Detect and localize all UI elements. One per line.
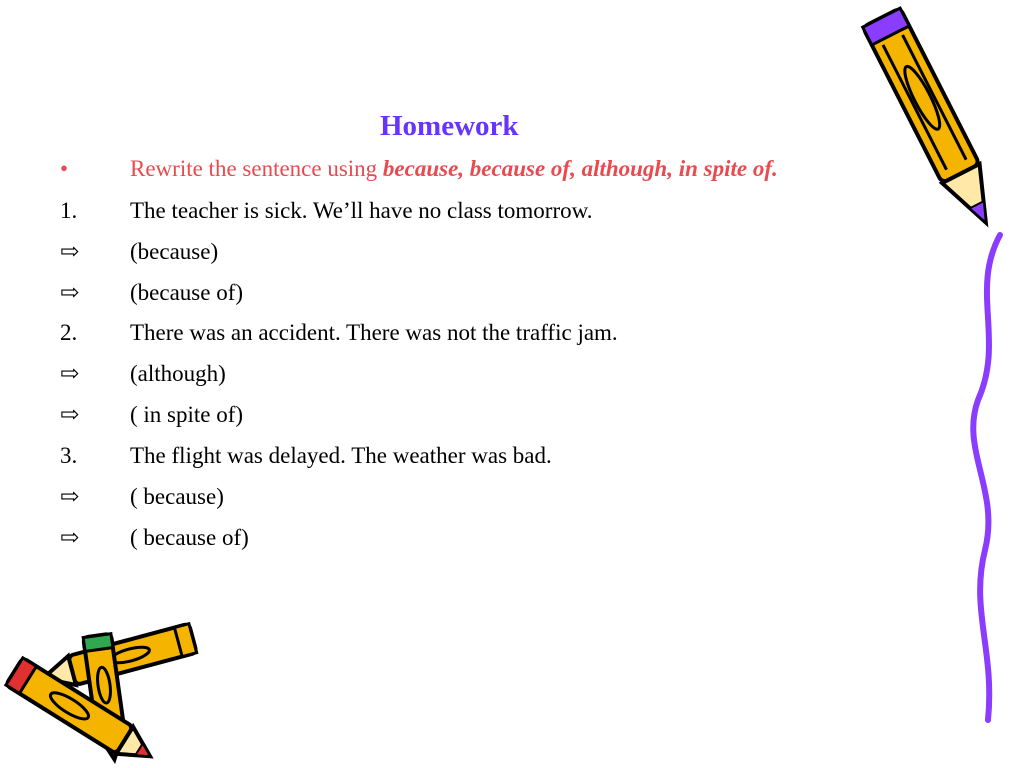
squiggle-line [960,230,1010,730]
arrow-icon: ⇨ [60,402,80,427]
item-text: ( in spite of) [130,402,244,427]
item-text: The flight was delayed. The weather was bad. [130,443,552,468]
pencil-icon [860,0,1010,250]
bullet-marker: • [60,156,69,181]
item-text: (because of) [130,280,244,305]
item-marker: 3. [60,443,78,468]
slide-title: Homework [380,110,519,142]
item-text: ( because) [130,484,224,509]
arrow-icon: ⇨ [60,280,80,305]
instruction-prefix: Rewrite the sentence using [130,156,383,181]
arrow-icon: ⇨ [60,239,80,264]
item-marker: 2. [60,320,78,345]
crossed-pencils-icon [0,615,210,765]
instruction-text [130,156,778,182]
item-text: (because) [130,239,219,264]
item-marker: 1. [60,198,78,223]
arrow-icon: ⇨ [60,525,80,550]
item-text: The teacher is sick. We’ll have no class tomorrow. [130,198,593,223]
arrow-icon: ⇨ [60,361,80,386]
instruction-emphasis: because, because of, although, in spite of. [382,156,778,181]
item-text: ( because of) [130,525,249,550]
arrow-icon: ⇨ [60,484,80,509]
item-text: There was an accident. There was not the traffic jam. [130,320,618,345]
item-text: (although) [130,361,226,386]
